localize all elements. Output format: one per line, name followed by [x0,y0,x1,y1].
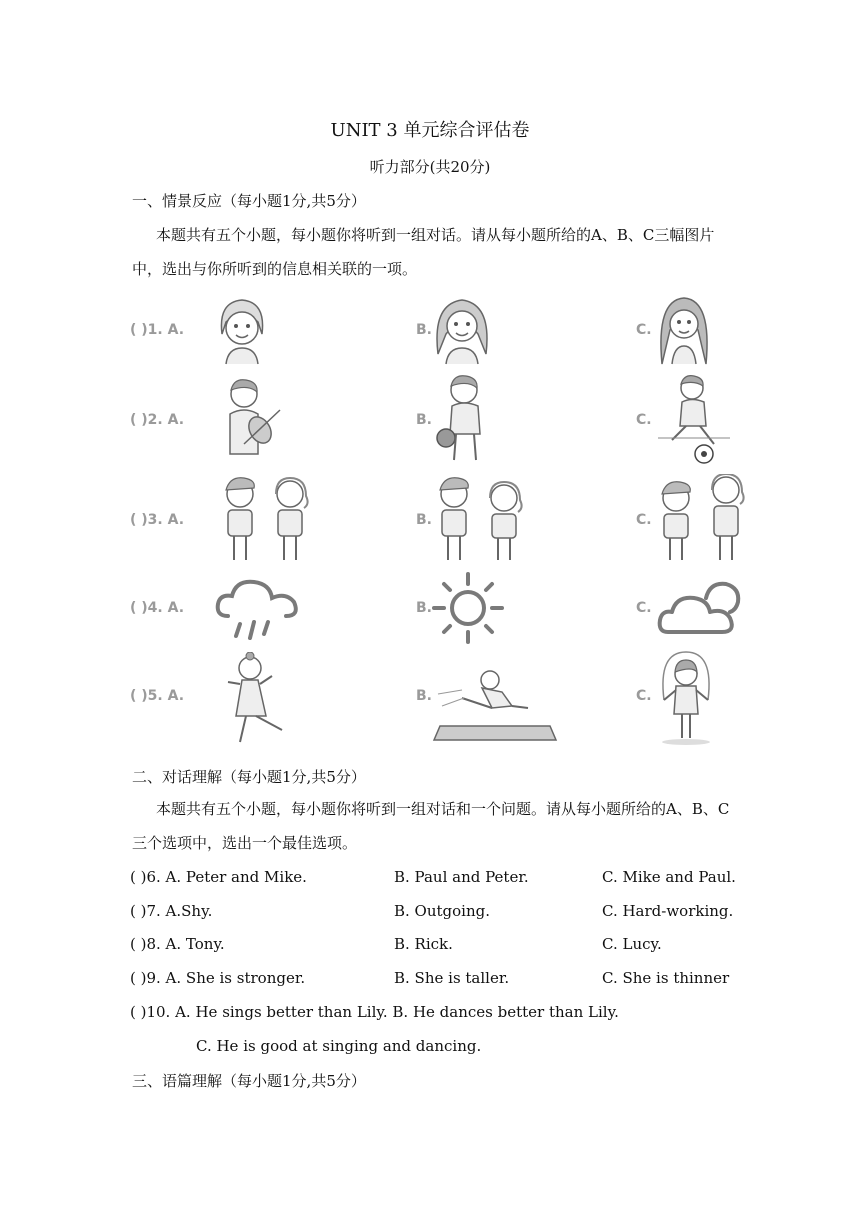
section2-heading: 二、对话理解（每小题1分,共5分） [132,768,366,786]
girl-long-jump-icon [432,668,558,746]
question-7-option-a: ( )7. A.Shy. [130,902,213,920]
section1-intro: 本题共有五个小题，每小题你将听到一组对话。请从每小题所给的A、B、C三幅图片中，选出与你所听到的信息相关联的一项。 [132,226,715,278]
question-10-line1: ( )10. A. He sings better than Lily. B. He dances better than Lily. [130,1003,619,1021]
text-question-10 [130,1003,750,1027]
picture-question-5 [130,650,750,750]
question-2-label: ( )2. A. [130,412,185,428]
question-7-option-c: C. Hard-working. [602,902,734,920]
question-6-option-a: ( )6. A. Peter and Mike. [130,868,307,886]
boy-basketball-icon [432,372,494,464]
question-1-option-b: B. [416,322,432,338]
rain-cloud-icon [214,576,302,642]
section3-heading: 三、语篇理解（每小题1分,共5分） [132,1072,366,1090]
question-5-label: ( )5. A. [130,688,185,704]
question-8-option-b: B. Rick. [394,935,453,953]
question-9-option-c: C. She is thinner [602,969,730,987]
girl-dancing-icon [226,652,290,746]
question-4-option-b: B. [416,600,432,616]
boy-girl-same-height-icon [220,474,314,566]
question-7-option-b: B. Outgoing. [394,902,491,920]
question-3-option-c: C. [636,512,652,528]
page-title: UNIT 3 单元综合评估卷 [330,120,530,141]
picture-question-2 [130,372,750,468]
question-8-option-c: C. Lucy. [602,935,662,953]
question-5-option-c: C. [636,688,652,704]
sun-icon [430,570,506,646]
question-9-option-a: ( )9. A. She is stronger. [130,969,306,987]
question-2-option-b: B. [416,412,432,428]
text-question-8 [130,935,750,959]
page-subtitle: 听力部分(共20分) [369,158,491,176]
text-question-7 [130,902,750,926]
boy-football-icon [654,372,734,466]
girl-long-hair-icon [654,294,714,366]
section1-heading: 一、情景反应（每小题1分,共5分） [132,192,366,210]
question-10-option-c: C. He is good at singing and dancing. [196,1037,482,1055]
question-5-option-b: B. [416,688,432,704]
question-4-option-c: C. [636,600,652,616]
section2-intro: 本题共有五个小题，每小题你将听到一组对话和一个问题。请从每小题所给的A、B、C三个选项中，选出一个最佳选项。 [132,800,730,852]
girl-jump-rope-icon [654,650,718,746]
question-4-label: ( )4. A. [130,600,185,616]
boy-girl-pair-icon [434,474,528,566]
girl-curly-hair-icon [432,294,492,366]
question-3-label: ( )3. A. [130,512,185,528]
text-question-9 [130,969,750,993]
question-3-option-b: B. [416,512,432,528]
question-2-option-c: C. [636,412,652,428]
question-1-option-c: C. [636,322,652,338]
boy-violin-icon [214,374,284,460]
text-question-10-cont [130,1037,750,1061]
question-8-option-a: ( )8. A. Tony. [130,935,225,953]
picture-question-1 [130,292,750,372]
girl-short-hair-icon [214,294,270,366]
question-6-option-b: B. Paul and Peter. [394,868,529,886]
picture-question-4 [130,570,750,646]
cloud-icon [656,576,744,638]
question-9-option-b: B. She is taller. [394,969,510,987]
text-question-6 [130,868,750,892]
picture-question-3 [130,474,750,570]
question-6-option-c: C. Mike and Paul. [602,868,736,886]
boy-girl-taller-girl-icon [656,474,750,566]
question-1-label: ( )1. A. [130,322,185,338]
